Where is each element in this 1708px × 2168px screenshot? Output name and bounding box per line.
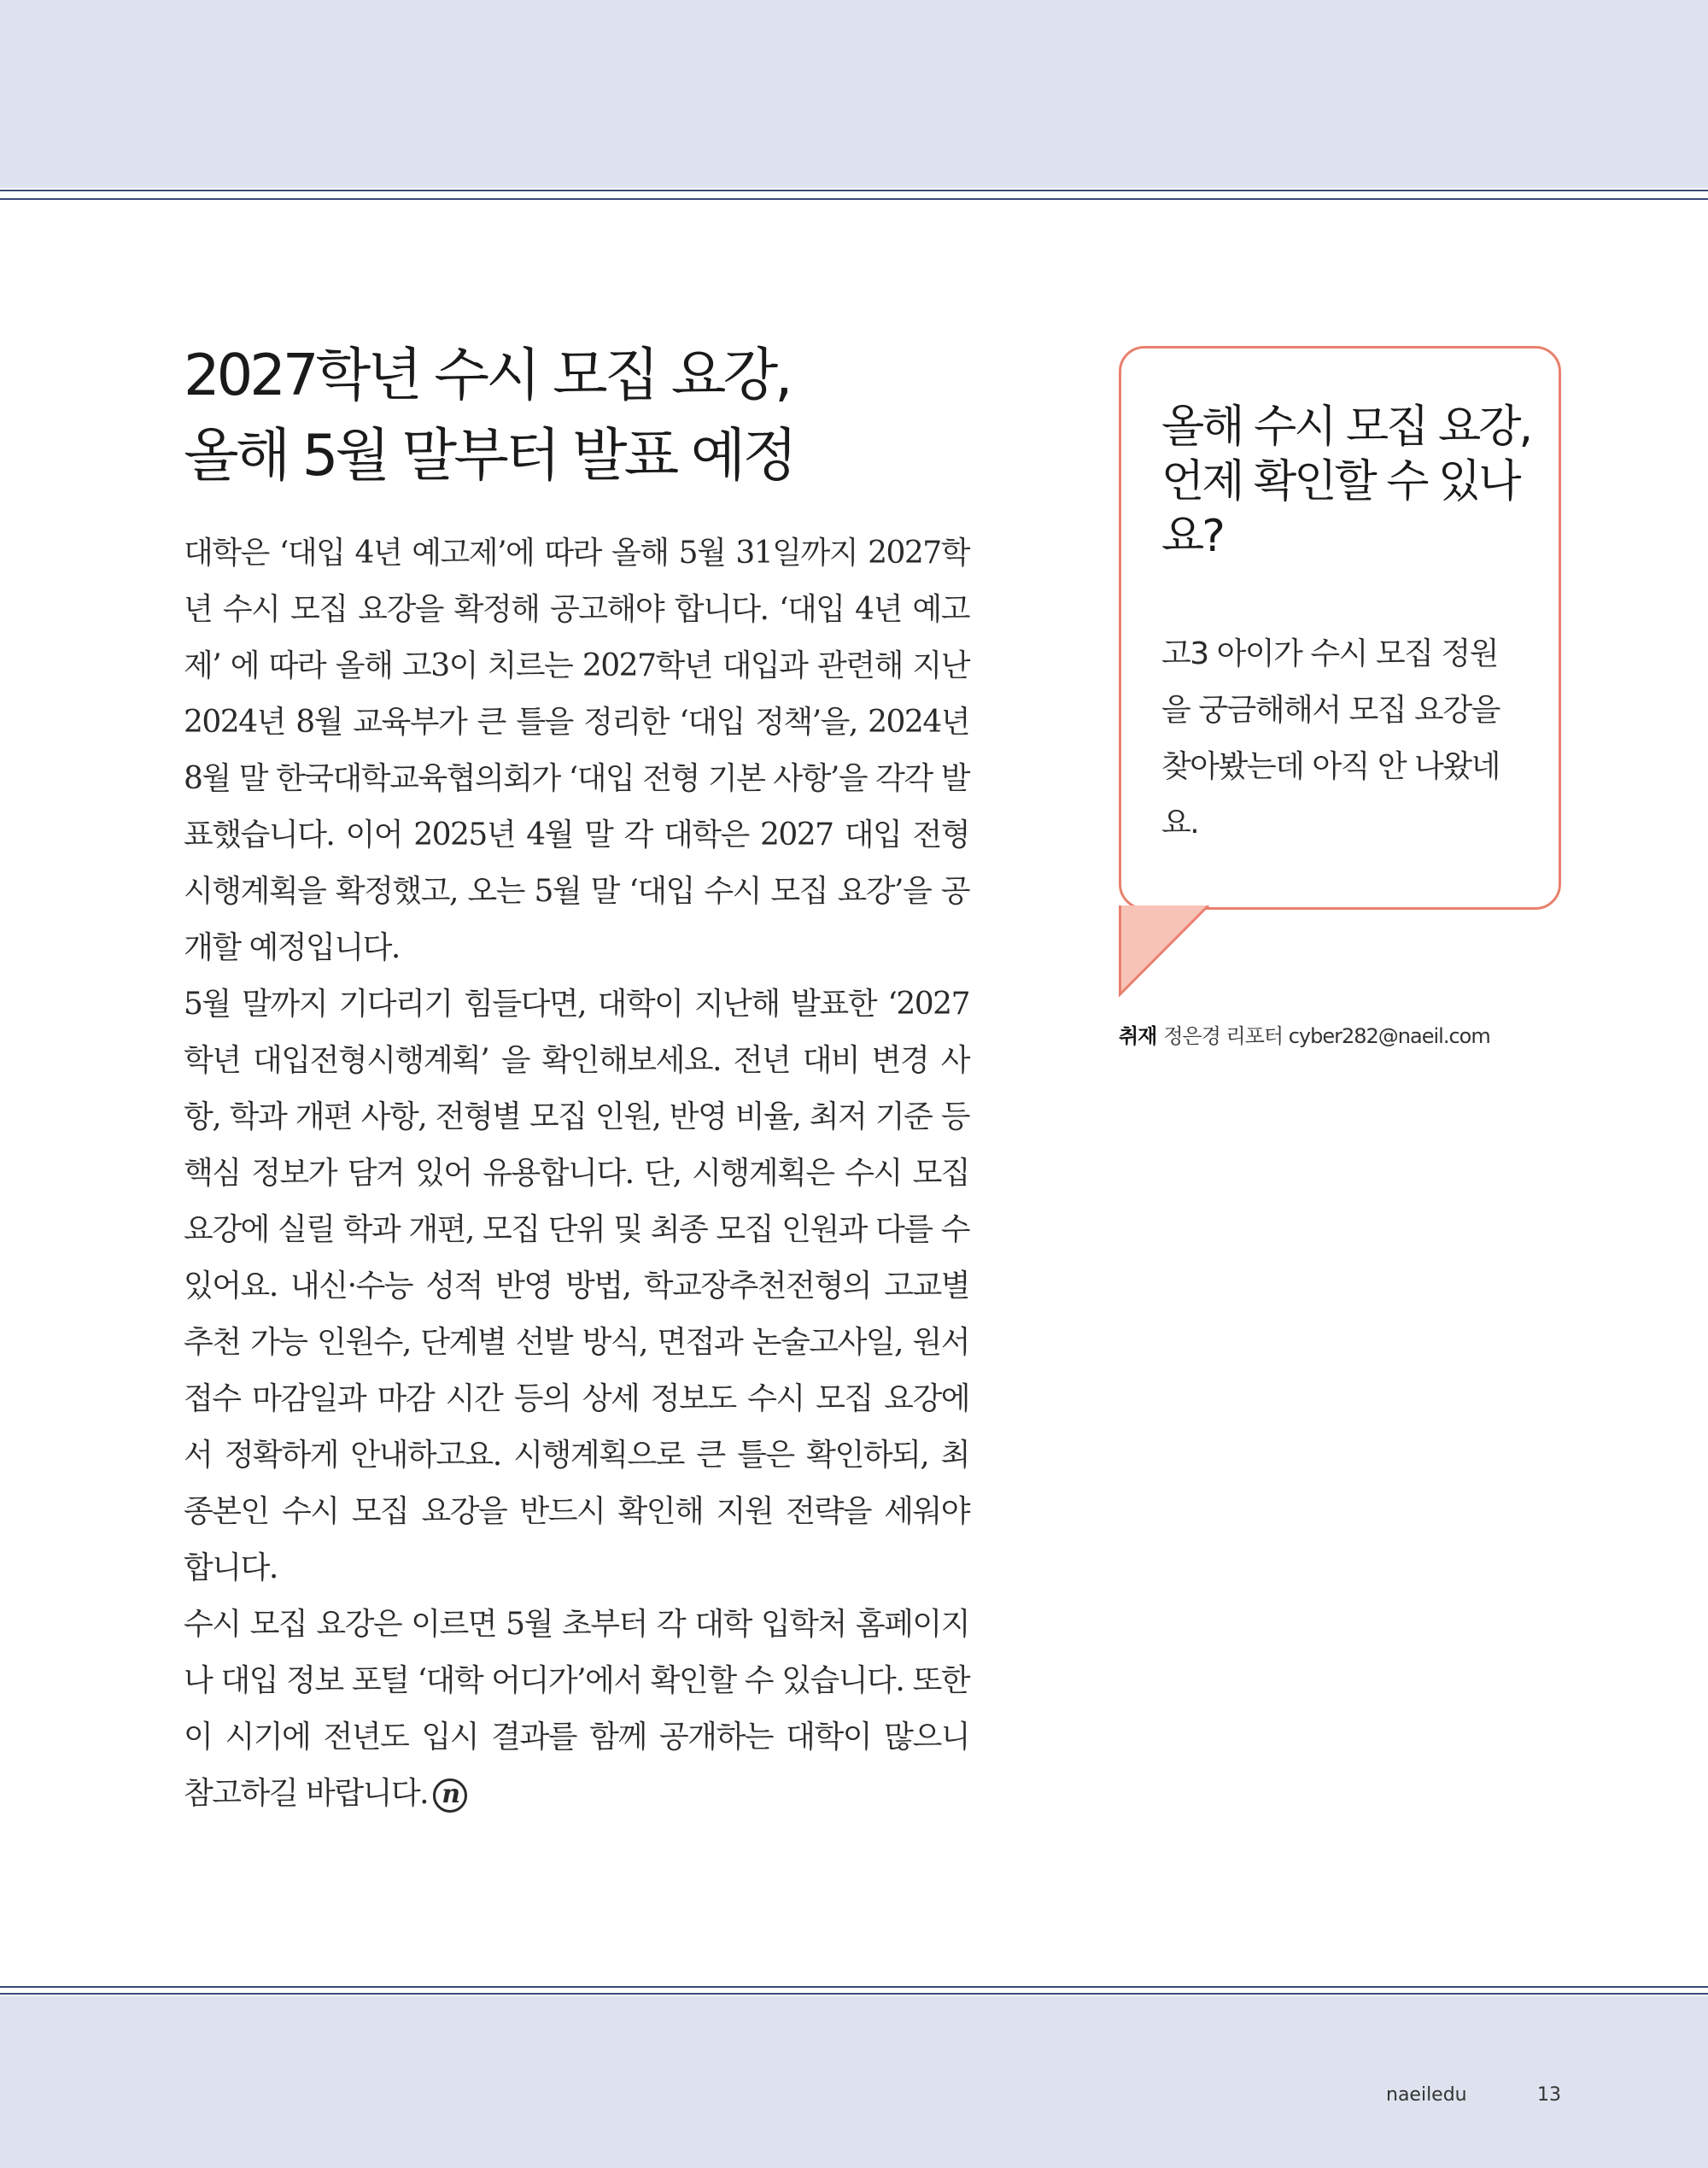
article-paragraph: 대학은 ‘대입 4년 예고제’에 따라 올해 5월 31일까지 2027학년 수시 모집 요강을 확정해 공고해야 합니다. ‘대입 4년 예고제’ 에 따라 올해 고3이 치르는 2027학년 대입과 관련해 지난 2024년 8월 교육부가 큰 틀을 정리한 ‘대입 정책’을, 2024년 8월 말 한국대학교육협의회가 ‘대입 전형 기본 사항’을 각각 발표했습니다. 이어 2025년 4월 말 각 대학은 2027 대입 전형 시행계획을 확정했고, 오는 5월 말 ‘대입 수시 모집 요강’을 공개할 예정입니다. [184,536,969,965]
bottom-divider-line [0,1993,1708,1995]
footer-brand: naeiledu [1386,2084,1467,2106]
article-title-line-1: 2027학년 수시 모집 요강, [184,342,790,408]
question-speech-bubble [1119,346,1561,910]
article-paragraph [184,1597,969,1822]
bottom-divider-line [0,1986,1708,1988]
article-paragraph: 5월 말까지 기다리기 힘들다면, 대학이 지난해 발표한 ‘2027학년 대입전형시행계획’ 을 확인해보세요. 전년 대비 변경 사항, 학과 개편 사항, 전형별 모집 인원, 반영 비율, 최저 기준 등 핵심 정보가 담겨 있어 유용합니다. 단, 시행계획은 수시 모집 요강에 실릴 학과 개편, 모집 단위 및 최종 모집 인원과 다를 수 있어요. 내신·수능 성적 반영 방법, 학교장추천전형의 고교별 추천 가능 인원수, 단계별 선발 방식, 면접과 논술고사일, 원서 접수 마감일과 마감 시간 등의 상세 정보도 수시 모집 요강에서 정확하게 안내하고요. 시행계획으로 큰 틀은 확인하되, 최종본인 수시 모집 요강을 반드시 확인해 지원 전략을 세워야 합니다. [184,987,969,1585]
article-title-line-2: 올해 5월 말부터 발표 예정 [184,422,795,489]
bottom-footer-band [0,1996,1708,2168]
article-paragraph-text: 수시 모집 요강은 이르면 5월 초부터 각 대학 입학처 홈페이지나 대입 정보 포털 ‘대학 어디가’에서 확인할 수 있습니다. 또한 이 시기에 전년도 입시 결과를 함께 공개하는 대학이 많으니 참고하길 바랍니다. [184,1607,969,1811]
top-divider-line [0,190,1708,191]
speech-bubble-tail-icon [1119,905,1211,998]
reporter-credit [1119,1019,1490,1049]
sidebar-question: 올해 수시 모집 요강, 언제 확인할 수 있나요? [1161,401,1530,562]
credit-text: 정은경 리포터 cyber282@naeil.com [1163,1024,1490,1048]
page-number: 13 [1537,2084,1561,2106]
credit-label: 취재 [1119,1024,1157,1048]
top-header-band [0,0,1708,188]
top-divider-line [0,198,1708,200]
sidebar-answer: 고3 아이가 수시 모집 정원을 궁금해해서 모집 요강을 찾아봤는데 아직 안 나왔네요. [1161,636,1500,841]
article-title [184,335,995,495]
end-mark-icon: n [433,1778,467,1813]
article-body [184,525,969,1822]
